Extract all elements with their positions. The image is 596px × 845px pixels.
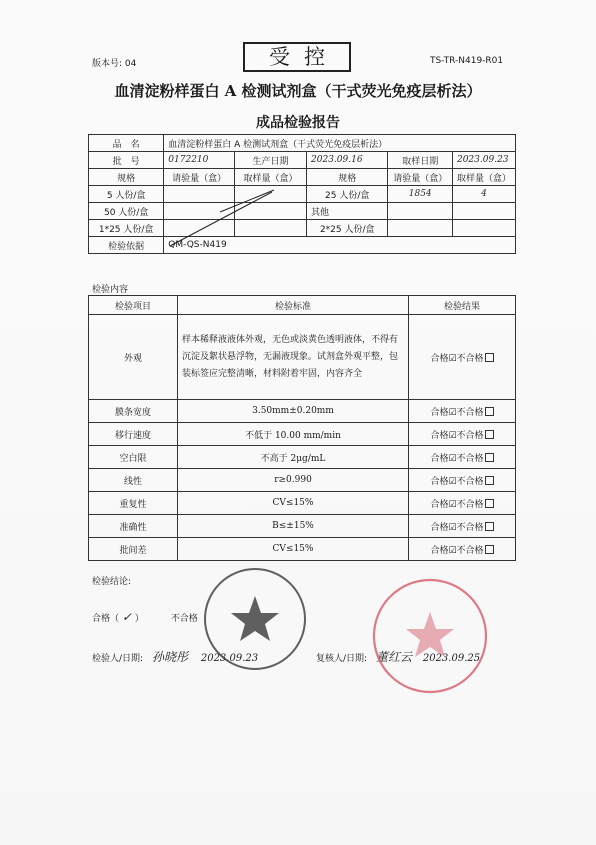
- prod-date-value: 2023.09.16: [307, 152, 388, 169]
- inspection-row: [89, 492, 516, 515]
- result-fail: 不合格: [456, 476, 484, 487]
- result-pass: 合格☑: [430, 453, 457, 464]
- result-fail: 不合格: [456, 407, 484, 418]
- inspection-result: [409, 515, 516, 538]
- inspection-standard: 样本稀释液液体外观，无色或淡黄色透明液体，不得有沉淀及絮状悬浮物，无漏液现象。试剂盒外观平整，包装标签应完整清晰，材料附着牢固，内容齐全: [178, 315, 409, 400]
- checkbox-icon: [485, 353, 494, 362]
- result-pass: 合格☑: [430, 407, 457, 418]
- inspection-result: [409, 315, 516, 400]
- checkbox-icon: [485, 476, 494, 485]
- inspection-item: 批间差: [89, 538, 178, 561]
- inspector-label: 检验人/日期:: [92, 654, 144, 664]
- spec-other: 其他: [307, 203, 388, 220]
- inspection-standard: CV≤15%: [178, 492, 409, 515]
- document-code: TS-TR-N419-R01: [430, 56, 504, 66]
- spec-5: 5 人份/盒: [89, 186, 164, 203]
- controlled-stamp: 受控: [243, 42, 351, 72]
- product-value: 血清淀粉样蛋白 A 检测试剂盒（干式荧光免疫层析法）: [164, 135, 516, 152]
- checkbox-icon: [485, 499, 494, 508]
- quality-center-seal: [368, 574, 492, 698]
- conclusion-label: 检验结论:: [92, 577, 132, 587]
- conclusion-pass-close: ）: [134, 614, 144, 624]
- conclusion-pass-label: 合格（: [92, 614, 120, 624]
- basis-label: 检验依据: [89, 237, 164, 254]
- sample-25: 4: [452, 186, 515, 203]
- inspection-seal: [200, 564, 310, 674]
- conclusion-fail-label: 不合格: [170, 614, 198, 624]
- document-title: 血清淀粉样蛋白 A 检测试剂盒（干式荧光免疫层析法）: [114, 82, 482, 100]
- inspection-standard: CV≤15%: [178, 538, 409, 561]
- inspection-row: [89, 515, 516, 538]
- spec-header: 规格: [89, 169, 164, 186]
- inspection-row: [89, 538, 516, 561]
- inspection-result: [409, 446, 516, 469]
- result-fail: 不合格: [456, 453, 484, 464]
- strike-line-2: [220, 190, 274, 212]
- inspection-item: 移行速度: [89, 423, 178, 446]
- document-subtitle: 成品检验报告: [256, 115, 340, 131]
- result-pass: 合格☑: [430, 430, 457, 441]
- col-item-header: 检验项目: [89, 296, 178, 315]
- inspection-standard: 3.50mm±0.20mm: [178, 400, 409, 423]
- result-pass: 合格☑: [430, 499, 457, 510]
- request-2x25-empty: [388, 220, 453, 237]
- result-fail: 不合格: [456, 545, 484, 556]
- checkbox-icon: [485, 522, 494, 531]
- inspection-row: [89, 446, 516, 469]
- inspection-table: [88, 295, 516, 561]
- sample-2x25-empty: [452, 220, 515, 237]
- inspection-standard: r≥0.990: [178, 469, 409, 492]
- request-other-empty: [388, 203, 453, 220]
- inspector-date: 2023.09.23: [200, 653, 259, 664]
- sample-date-value: 2023.09.23: [452, 152, 515, 169]
- sample-date-label: 取样日期: [388, 152, 453, 169]
- strike-lines: [160, 188, 280, 248]
- inspection-row: [89, 469, 516, 492]
- checkbox-icon: [485, 453, 494, 462]
- sample-qty-header-2: 取样量（盒）: [452, 169, 515, 186]
- request-qty-header-2: 请验量（盒）: [388, 169, 453, 186]
- inspection-result: [409, 423, 516, 446]
- result-pass: 合格☑: [430, 545, 457, 556]
- version-label: 版本号: 04: [92, 59, 137, 69]
- inspection-standard: 不高于 2μg/mL: [178, 446, 409, 469]
- checkbox-icon: [485, 407, 494, 416]
- inspection-standard: 不低于 10.00 mm/min: [178, 423, 409, 446]
- inspection-result: [409, 469, 516, 492]
- checkbox-icon: [485, 545, 494, 554]
- spec-header-2: 规格: [307, 169, 388, 186]
- inspection-result: [409, 538, 516, 561]
- inspection-result: [409, 400, 516, 423]
- result-pass: 合格☑: [430, 353, 457, 364]
- product-label: 品 名: [89, 135, 164, 152]
- result-fail: 不合格: [456, 499, 484, 510]
- inspection-result: [409, 492, 516, 515]
- result-fail: 不合格: [456, 430, 484, 441]
- reviewer-date: 2023.09.25: [422, 653, 481, 664]
- batch-label: 批 号: [89, 152, 164, 169]
- inspection-row: [89, 423, 516, 446]
- result-fail: 不合格: [456, 353, 484, 364]
- spec-25: 25 人份/盒: [307, 186, 388, 203]
- reviewer-signature: 董红云: [375, 650, 412, 664]
- inspection-item: 准确性: [89, 515, 178, 538]
- sample-qty-header: 取样量（盒）: [234, 169, 306, 186]
- inspection-item: 空白限: [89, 446, 178, 469]
- conclusion-options: [92, 610, 198, 624]
- product-info-table: [88, 134, 516, 254]
- inspector-signature: 孙晓彤: [151, 650, 188, 664]
- spec-1x25: 1*25 人份/盒: [89, 220, 164, 237]
- col-result-header: 检验结果: [409, 296, 516, 315]
- request-qty-header: 请验量（盒）: [164, 169, 235, 186]
- spec-50: 50 人份/盒: [89, 203, 164, 220]
- strike-line-1: [170, 192, 272, 246]
- prod-date-label: 生产日期: [234, 152, 306, 169]
- inspection-item: 膜条宽度: [89, 400, 178, 423]
- batch-value: 0172210: [164, 152, 235, 169]
- checkbox-icon: [485, 430, 494, 439]
- inspection-row: [89, 315, 516, 400]
- inspection-item: 重复性: [89, 492, 178, 515]
- sample-other-empty: [452, 203, 515, 220]
- basis-value: QM-QS-N419: [164, 237, 516, 254]
- inspection-standard: B≤±15%: [178, 515, 409, 538]
- spec-2x25: 2*25 人份/盒: [307, 220, 388, 237]
- reviewer-label: 复核人/日期:: [316, 654, 368, 664]
- conclusion-pass-mark: ✓: [121, 610, 132, 624]
- inspection-row: [89, 400, 516, 423]
- request-25: 1854: [388, 186, 453, 203]
- col-standard-header: 检验标准: [178, 296, 409, 315]
- inspection-item: 线性: [89, 469, 178, 492]
- inspection-item: 外观: [89, 315, 178, 400]
- section-label: 检验内容: [92, 285, 129, 295]
- result-pass: 合格☑: [430, 522, 457, 533]
- result-fail: 不合格: [456, 522, 484, 533]
- result-pass: 合格☑: [430, 476, 457, 487]
